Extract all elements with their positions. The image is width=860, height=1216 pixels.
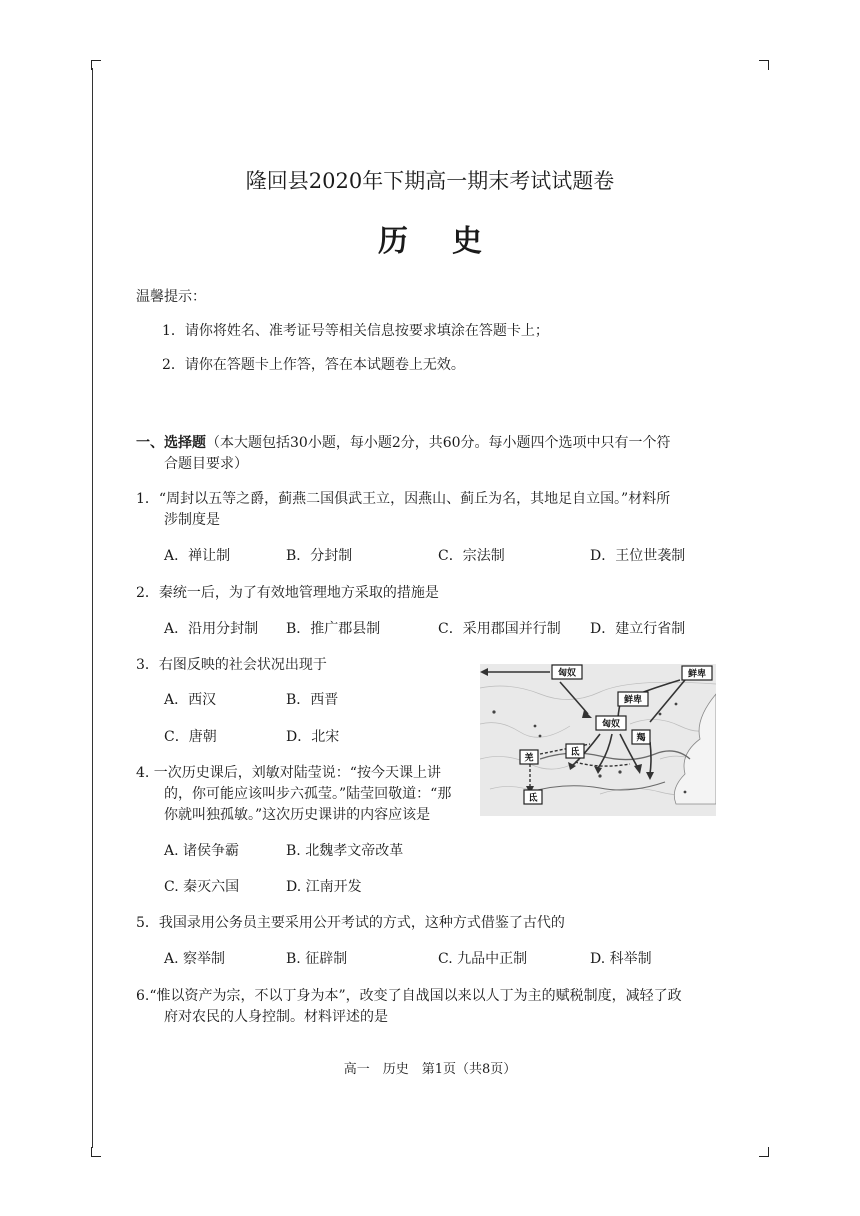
question-4-text-cont: 的，你可能应该叫步六孤莹。”陆莹回敬道：“那 [164, 786, 452, 802]
q1-option-d: D．王位世袭制 [590, 548, 686, 564]
q4-option-d: D. 江南开发 [286, 879, 362, 895]
q3-option-b: B．西晋 [286, 692, 339, 708]
question-3-text: 3．右图反映的社会状况出现于 [136, 657, 327, 673]
corner-mark-top-right [759, 60, 769, 70]
page-footer: 高一 历史 第1页（共8页） [343, 1062, 517, 1077]
q1-option-b: B．分封制 [286, 548, 353, 564]
question-4-text-cont: 你就叫独孤敏。”这次历史课讲的内容应该是 [164, 807, 431, 823]
map-label: 匈奴 [601, 719, 621, 730]
q3-option-c: C．唐朝 [164, 729, 217, 745]
question-6-text: 6.“惟以资产为宗，不以丁身为本”，改变了自战国以来以人丁为主的赋税制度，减轻了政 [136, 988, 682, 1004]
section-description-cont: 合题目要求） [164, 456, 248, 472]
tip-item: 1．请你将姓名、准考证号等相关信息按要求填涂在答题卡上； [162, 323, 549, 339]
exam-title: 隆回县2020年下期高一期末考试试题卷 [245, 169, 615, 193]
q4-option-b: B. 北魏孝文帝改革 [286, 843, 404, 859]
map-label: 鲜卑 [623, 695, 643, 706]
q2-option-b: B．推广郡县制 [286, 621, 381, 637]
q1-option-a: A．禅让制 [164, 548, 231, 564]
q5-option-c: C. 九品中正制 [438, 951, 528, 967]
map-label: 鲜卑 [687, 669, 707, 680]
q3-option-a: A．西汉 [164, 692, 217, 708]
q5-option-d: D. 科举制 [590, 951, 652, 967]
q5-option-a: A. 察举制 [164, 951, 226, 967]
q2-option-d: D．建立行省制 [590, 621, 686, 637]
section-title: 一、选择题 [136, 435, 206, 451]
subject-heading: 历史 [378, 224, 526, 259]
corner-mark-bottom-left [91, 1147, 101, 1157]
question-1-text-cont: 涉制度是 [164, 512, 220, 528]
corner-mark-bottom-right [759, 1147, 769, 1157]
q2-option-a: A．沿用分封制 [164, 621, 259, 637]
question-5-text: 5．我国录用公务员主要采用公开考试的方式，这种方式借鉴了古代的 [136, 915, 565, 931]
map-label: 羯 [636, 733, 646, 744]
question-2-text: 2．秦统一后，为了有效地管理地方采取的措施是 [136, 585, 439, 601]
section-heading-line [136, 434, 671, 452]
question-1-text: 1．“周封以五等之爵，蓟燕二国俱武王立，因燕山、蓟丘为名，其地足自立国。”材料所 [136, 491, 671, 507]
section-description: （本大题包括30小题，每小题2分，共60分。每小题四个选项中只有一个符 [206, 435, 671, 451]
question-4-text: 4. 一次历史课后，刘敏对陆莹说：“按今天课上讲 [136, 765, 441, 781]
map-label: 匈奴 [557, 668, 577, 679]
tips-heading: 温馨提示： [136, 289, 206, 305]
map-label: 羌 [524, 753, 534, 764]
ethnic-migration-map [480, 664, 716, 816]
q3-option-d: D．北宋 [286, 729, 340, 745]
q5-option-b: B. 征辟制 [286, 951, 348, 967]
q4-option-c: C. 秦灭六国 [164, 879, 240, 895]
map-label: 氐 [570, 747, 580, 758]
tip-item: 2．请你在答题卡上作答，答在本试题卷上无效。 [162, 357, 465, 373]
q4-option-a: A. 诸侯争霸 [164, 843, 240, 859]
q2-option-c: C．采用郡国并行制 [438, 621, 561, 637]
question-6-text-cont: 府对农民的人身控制。材料评述的是 [164, 1009, 388, 1025]
q1-option-c: C．宗法制 [438, 548, 505, 564]
map-label: 氐 [528, 793, 538, 804]
